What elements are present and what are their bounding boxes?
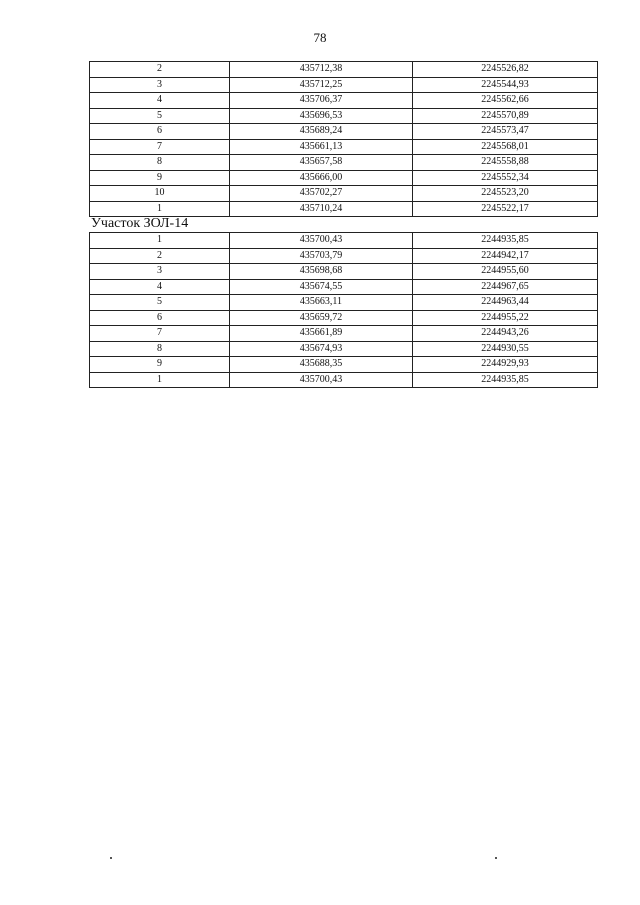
y-coordinate-cell: 2245523,20 bbox=[413, 186, 598, 202]
x-coordinate-cell: 435706,37 bbox=[230, 93, 413, 109]
table-row bbox=[90, 155, 598, 171]
table-row bbox=[90, 139, 598, 155]
x-coordinate-cell: 435700,43 bbox=[230, 233, 413, 249]
y-coordinate-cell: 2244935,85 bbox=[413, 372, 598, 388]
table-row bbox=[90, 233, 598, 249]
table-row bbox=[90, 248, 598, 264]
x-coordinate-cell: 435657,58 bbox=[230, 155, 413, 171]
y-coordinate-cell: 2244930,55 bbox=[413, 341, 598, 357]
x-coordinate-cell: 435688,35 bbox=[230, 357, 413, 373]
table-row bbox=[90, 341, 598, 357]
y-coordinate-cell: 2244963,44 bbox=[413, 295, 598, 311]
y-coordinate-cell: 2245522,17 bbox=[413, 201, 598, 217]
point-number-cell: 4 bbox=[90, 93, 230, 109]
y-coordinate-cell: 2244929,93 bbox=[413, 357, 598, 373]
table-row bbox=[90, 170, 598, 186]
table-row bbox=[90, 279, 598, 295]
table-row bbox=[90, 201, 598, 217]
table-row bbox=[90, 93, 598, 109]
x-coordinate-cell: 435674,93 bbox=[230, 341, 413, 357]
point-number-cell: 8 bbox=[90, 155, 230, 171]
point-number-cell: 4 bbox=[90, 279, 230, 295]
y-coordinate-cell: 2245562,66 bbox=[413, 93, 598, 109]
table-row bbox=[90, 326, 598, 342]
y-coordinate-cell: 2244942,17 bbox=[413, 248, 598, 264]
point-number-cell: 1 bbox=[90, 233, 230, 249]
table-row bbox=[90, 372, 598, 388]
scan-speck bbox=[495, 857, 497, 859]
table-row bbox=[90, 357, 598, 373]
x-coordinate-cell: 435661,13 bbox=[230, 139, 413, 155]
y-coordinate-cell: 2244955,60 bbox=[413, 264, 598, 280]
section-title: Участок ЗОЛ-14 bbox=[91, 216, 189, 231]
point-number-cell: 3 bbox=[90, 77, 230, 93]
table-row bbox=[90, 62, 598, 78]
table-row bbox=[90, 124, 598, 140]
x-coordinate-cell: 435661,89 bbox=[230, 326, 413, 342]
point-number-cell: 2 bbox=[90, 248, 230, 264]
y-coordinate-cell: 2244967,65 bbox=[413, 279, 598, 295]
y-coordinate-cell: 2245573,47 bbox=[413, 124, 598, 140]
x-coordinate-cell: 435663,11 bbox=[230, 295, 413, 311]
point-number-cell: 10 bbox=[90, 186, 230, 202]
point-number-cell: 7 bbox=[90, 139, 230, 155]
table-row bbox=[90, 310, 598, 326]
coordinates-table-1 bbox=[89, 61, 598, 217]
x-coordinate-cell: 435698,68 bbox=[230, 264, 413, 280]
point-number-cell: 9 bbox=[90, 170, 230, 186]
y-coordinate-cell: 2245568,01 bbox=[413, 139, 598, 155]
y-coordinate-cell: 2244955,22 bbox=[413, 310, 598, 326]
x-coordinate-cell: 435659,72 bbox=[230, 310, 413, 326]
y-coordinate-cell: 2245544,93 bbox=[413, 77, 598, 93]
x-coordinate-cell: 435696,53 bbox=[230, 108, 413, 124]
y-coordinate-cell: 2245552,34 bbox=[413, 170, 598, 186]
point-number-cell: 9 bbox=[90, 357, 230, 373]
x-coordinate-cell: 435702,27 bbox=[230, 186, 413, 202]
x-coordinate-cell: 435674,55 bbox=[230, 279, 413, 295]
x-coordinate-cell: 435712,25 bbox=[230, 77, 413, 93]
x-coordinate-cell: 435710,24 bbox=[230, 201, 413, 217]
point-number-cell: 5 bbox=[90, 295, 230, 311]
scan-speck bbox=[110, 857, 112, 859]
table-row bbox=[90, 186, 598, 202]
x-coordinate-cell: 435666,00 bbox=[230, 170, 413, 186]
point-number-cell: 6 bbox=[90, 310, 230, 326]
y-coordinate-cell: 2245526,82 bbox=[413, 62, 598, 78]
y-coordinate-cell: 2244943,26 bbox=[413, 326, 598, 342]
x-coordinate-cell: 435700,43 bbox=[230, 372, 413, 388]
x-coordinate-cell: 435712,38 bbox=[230, 62, 413, 78]
x-coordinate-cell: 435703,79 bbox=[230, 248, 413, 264]
point-number-cell: 5 bbox=[90, 108, 230, 124]
point-number-cell: 3 bbox=[90, 264, 230, 280]
table-row bbox=[90, 108, 598, 124]
point-number-cell: 6 bbox=[90, 124, 230, 140]
page-number: 78 bbox=[313, 30, 327, 45]
y-coordinate-cell: 2245558,88 bbox=[413, 155, 598, 171]
point-number-cell: 2 bbox=[90, 62, 230, 78]
point-number-cell: 1 bbox=[90, 201, 230, 217]
coordinates-table-2 bbox=[89, 232, 598, 388]
table-row bbox=[90, 295, 598, 311]
point-number-cell: 7 bbox=[90, 326, 230, 342]
y-coordinate-cell: 2244935,85 bbox=[413, 233, 598, 249]
x-coordinate-cell: 435689,24 bbox=[230, 124, 413, 140]
y-coordinate-cell: 2245570,89 bbox=[413, 108, 598, 124]
table-row bbox=[90, 264, 598, 280]
point-number-cell: 8 bbox=[90, 341, 230, 357]
table-row bbox=[90, 77, 598, 93]
point-number-cell: 1 bbox=[90, 372, 230, 388]
